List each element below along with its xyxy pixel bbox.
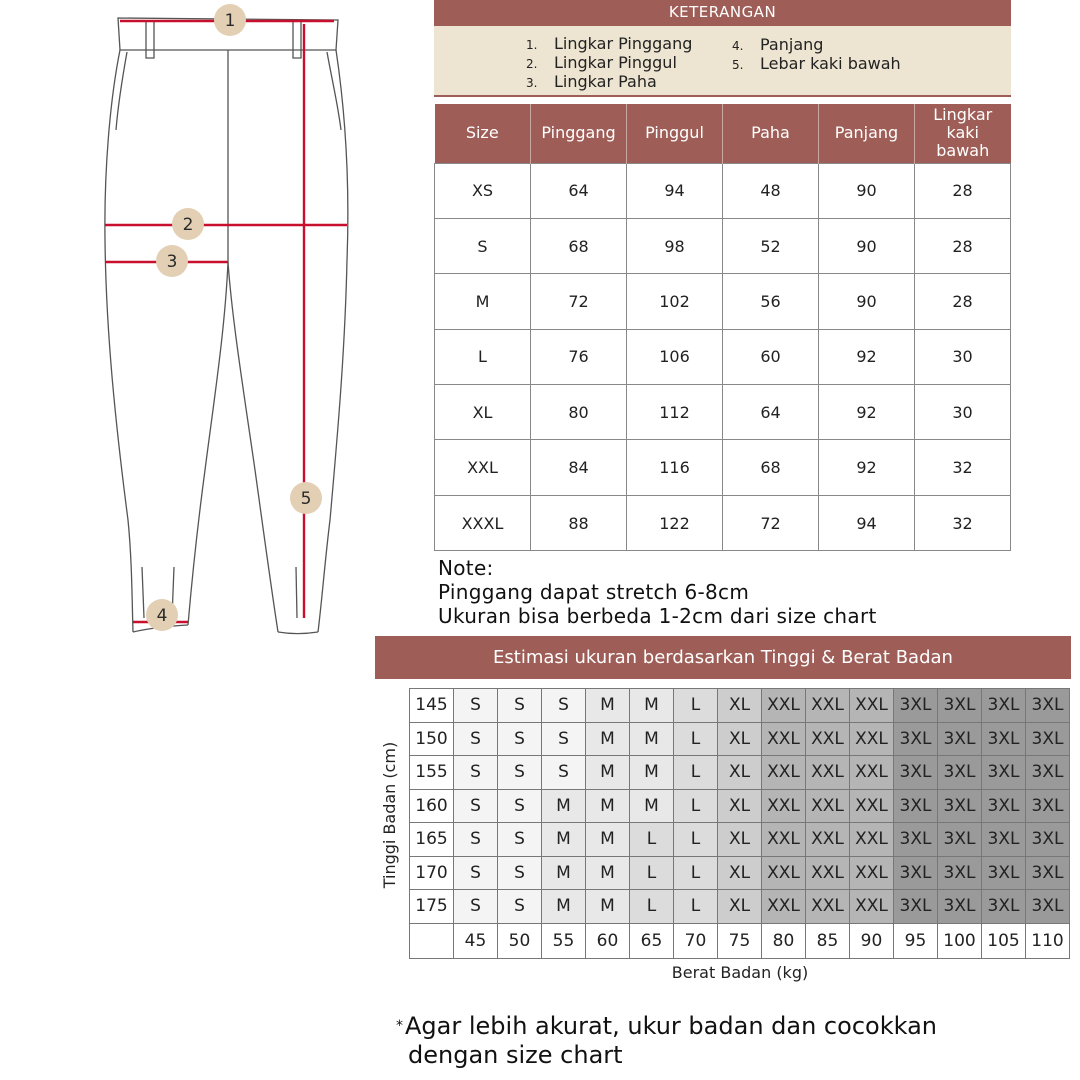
grid-row bbox=[410, 890, 1070, 924]
legend-item: 5. Lebar kaki bawah bbox=[732, 54, 901, 73]
size-cell: XXL bbox=[435, 440, 531, 495]
grid-cell: XL bbox=[718, 823, 762, 857]
grid-cell: M bbox=[586, 823, 630, 857]
legend-item: 4. Panjang bbox=[732, 35, 824, 54]
measure-cell: 68 bbox=[723, 440, 819, 495]
measure-cell: 76 bbox=[531, 329, 627, 384]
height-label: 165 bbox=[410, 823, 454, 857]
grid-row bbox=[410, 789, 1070, 823]
grid-cell: 3XL bbox=[982, 756, 1026, 790]
table-row bbox=[435, 163, 1011, 218]
grid-cell: XXL bbox=[762, 823, 806, 857]
grid-cell: M bbox=[630, 689, 674, 723]
measure-cell: 64 bbox=[531, 163, 627, 218]
note-title: Note: bbox=[438, 556, 494, 580]
note-line: Ukuran bisa berbeda 1-2cm dari size chart bbox=[438, 604, 877, 628]
measure-cell: 98 bbox=[627, 218, 723, 273]
grid-cell: XXL bbox=[806, 789, 850, 823]
grid-cell: S bbox=[542, 689, 586, 723]
estimate-grid bbox=[409, 688, 1070, 959]
measure-cell: 48 bbox=[723, 163, 819, 218]
grid-row bbox=[410, 756, 1070, 790]
col-header-pinggul: Pinggul bbox=[627, 104, 723, 163]
grid-cell: S bbox=[454, 823, 498, 857]
grid-cell: 3XL bbox=[894, 689, 938, 723]
col-header-size: Size bbox=[435, 104, 531, 163]
grid-cell: S bbox=[498, 756, 542, 790]
svg-text:4: 4 bbox=[156, 606, 168, 626]
table-row bbox=[435, 440, 1011, 495]
grid-row bbox=[410, 722, 1070, 756]
measure-cell: 28 bbox=[915, 274, 1011, 329]
marker-3 bbox=[156, 245, 188, 277]
measure-cell: 112 bbox=[627, 385, 723, 440]
size-cell: XS bbox=[435, 163, 531, 218]
measure-cell: 92 bbox=[819, 440, 915, 495]
measure-cell: 84 bbox=[531, 440, 627, 495]
grid-cell: S bbox=[498, 890, 542, 924]
grid-cell: M bbox=[630, 789, 674, 823]
grid-cell: M bbox=[586, 890, 630, 924]
grid-cell: L bbox=[630, 823, 674, 857]
height-label: 150 bbox=[410, 722, 454, 756]
grid-cell: 3XL bbox=[894, 722, 938, 756]
size-table bbox=[434, 104, 1011, 551]
grid-cell: L bbox=[674, 689, 718, 723]
table-row bbox=[435, 495, 1011, 550]
weight-label: 110 bbox=[1026, 923, 1070, 958]
grid-cell: S bbox=[454, 789, 498, 823]
grid-cell: S bbox=[542, 722, 586, 756]
measure-cell: 102 bbox=[627, 274, 723, 329]
marker-5 bbox=[290, 482, 322, 514]
note bbox=[438, 556, 877, 628]
col-header-lingkar-kaki-bawah: Lingkar kaki bawah bbox=[915, 104, 1011, 163]
marker-4 bbox=[146, 599, 178, 631]
height-label: 155 bbox=[410, 756, 454, 790]
measure-cell: 52 bbox=[723, 218, 819, 273]
measure-cell: 28 bbox=[915, 163, 1011, 218]
height-label: 170 bbox=[410, 856, 454, 890]
grid-cell: XXL bbox=[850, 890, 894, 924]
note-line: Pinggang dapat stretch 6-8cm bbox=[438, 580, 750, 604]
weight-label: 100 bbox=[938, 923, 982, 958]
grid-cell: XXL bbox=[850, 823, 894, 857]
measure-cell: 94 bbox=[819, 495, 915, 550]
footnote-star: * bbox=[396, 1018, 403, 1034]
grid-cell: 3XL bbox=[938, 689, 982, 723]
legend-title: KETERANGAN bbox=[434, 0, 1011, 26]
weight-row bbox=[410, 923, 1070, 958]
measure-cell: 60 bbox=[723, 329, 819, 384]
measure-cell: 90 bbox=[819, 218, 915, 273]
grid-cell: 3XL bbox=[938, 856, 982, 890]
weight-label: 55 bbox=[542, 923, 586, 958]
grid-cell: XL bbox=[718, 789, 762, 823]
measure-cell: 32 bbox=[915, 495, 1011, 550]
measure-cell: 90 bbox=[819, 274, 915, 329]
weight-label: 75 bbox=[718, 923, 762, 958]
measure-cell: 30 bbox=[915, 385, 1011, 440]
legend-item: 1. Lingkar Pinggang bbox=[526, 34, 693, 53]
weight-label: 50 bbox=[498, 923, 542, 958]
grid-cell: XXL bbox=[806, 823, 850, 857]
footnote bbox=[396, 1012, 937, 1070]
grid-cell: XL bbox=[718, 890, 762, 924]
measure-cell: 32 bbox=[915, 440, 1011, 495]
measure-cell: 28 bbox=[915, 218, 1011, 273]
height-label: 145 bbox=[410, 689, 454, 723]
grid-cell: 3XL bbox=[1026, 756, 1070, 790]
grid-cell: S bbox=[454, 856, 498, 890]
grid-cell: XXL bbox=[806, 722, 850, 756]
grid-cell: XL bbox=[718, 856, 762, 890]
grid-cell: 3XL bbox=[982, 789, 1026, 823]
grid-row bbox=[410, 689, 1070, 723]
grid-cell: 3XL bbox=[938, 722, 982, 756]
grid-cell: L bbox=[630, 856, 674, 890]
grid-cell: 3XL bbox=[894, 756, 938, 790]
measure-cell: 88 bbox=[531, 495, 627, 550]
pants-diagram bbox=[0, 0, 375, 640]
grid-cell: M bbox=[542, 890, 586, 924]
grid-cell: 3XL bbox=[938, 823, 982, 857]
grid-cell: S bbox=[454, 890, 498, 924]
table-row bbox=[435, 218, 1011, 273]
grid-cell: M bbox=[630, 722, 674, 756]
grid-cell: M bbox=[542, 789, 586, 823]
grid-cell: 3XL bbox=[1026, 689, 1070, 723]
grid-cell: L bbox=[674, 789, 718, 823]
grid-cell: XXL bbox=[806, 856, 850, 890]
grid-cell: XXL bbox=[806, 689, 850, 723]
grid-cell: 3XL bbox=[982, 722, 1026, 756]
grid-cell: XXL bbox=[806, 756, 850, 790]
marker-2 bbox=[172, 208, 204, 240]
grid-cell: S bbox=[454, 722, 498, 756]
table-row bbox=[435, 274, 1011, 329]
grid-cell: S bbox=[542, 756, 586, 790]
grid-cell: S bbox=[498, 823, 542, 857]
grid-cell: L bbox=[674, 756, 718, 790]
measure-cell: 64 bbox=[723, 385, 819, 440]
grid-cell: L bbox=[674, 890, 718, 924]
grid-cell: M bbox=[586, 689, 630, 723]
grid-cell: 3XL bbox=[982, 823, 1026, 857]
grid-cell: 3XL bbox=[938, 890, 982, 924]
grid-cell: 3XL bbox=[1026, 823, 1070, 857]
grid-cell: 3XL bbox=[982, 856, 1026, 890]
footnote-line: Agar lebih akurat, ukur badan dan cocokkan bbox=[405, 1012, 937, 1040]
grid-cell: XL bbox=[718, 689, 762, 723]
grid-cell: XXL bbox=[762, 756, 806, 790]
measure-cell: 106 bbox=[627, 329, 723, 384]
grid-cell: M bbox=[630, 756, 674, 790]
grid-cell: 3XL bbox=[894, 823, 938, 857]
grid-cell: XXL bbox=[806, 890, 850, 924]
grid-cell: XXL bbox=[850, 856, 894, 890]
measure-cell: 30 bbox=[915, 329, 1011, 384]
grid-cell: XL bbox=[718, 722, 762, 756]
grid-cell: XXL bbox=[762, 722, 806, 756]
measure-lines bbox=[105, 21, 347, 622]
grid-cell: L bbox=[674, 823, 718, 857]
grid-cell: S bbox=[498, 722, 542, 756]
grid-cell: XXL bbox=[762, 890, 806, 924]
grid-cell: S bbox=[454, 689, 498, 723]
pants-outline bbox=[105, 18, 348, 634]
measure-cell: 72 bbox=[723, 495, 819, 550]
grid-cell: 3XL bbox=[894, 890, 938, 924]
measure-cell: 94 bbox=[627, 163, 723, 218]
measure-cell: 68 bbox=[531, 218, 627, 273]
svg-text:2: 2 bbox=[182, 215, 194, 235]
weight-label: 65 bbox=[630, 923, 674, 958]
col-header-pinggang: Pinggang bbox=[531, 104, 627, 163]
grid-cell: M bbox=[586, 856, 630, 890]
legend-box bbox=[434, 26, 1011, 97]
weight-label: 105 bbox=[982, 923, 1026, 958]
grid-cell: XXL bbox=[850, 689, 894, 723]
col-header-panjang: Panjang bbox=[819, 104, 915, 163]
grid-cell: 3XL bbox=[1026, 722, 1070, 756]
measure-cell: 72 bbox=[531, 274, 627, 329]
weight-label: 90 bbox=[850, 923, 894, 958]
grid-cell: L bbox=[674, 856, 718, 890]
grid-cell: XXL bbox=[850, 789, 894, 823]
corner-cell bbox=[410, 923, 454, 958]
measure-cell: 122 bbox=[627, 495, 723, 550]
estimate-title: Estimasi ukuran berdasarkan Tinggi & Berat Badan bbox=[375, 636, 1071, 679]
table-row bbox=[435, 385, 1011, 440]
grid-cell: 3XL bbox=[982, 689, 1026, 723]
grid-row bbox=[410, 856, 1070, 890]
col-header-paha: Paha bbox=[723, 104, 819, 163]
grid-cell: L bbox=[674, 722, 718, 756]
size-cell: M bbox=[435, 274, 531, 329]
grid-cell: XL bbox=[718, 756, 762, 790]
measure-cell: 116 bbox=[627, 440, 723, 495]
grid-cell: 3XL bbox=[1026, 789, 1070, 823]
svg-text:1: 1 bbox=[224, 11, 236, 31]
grid-cell: 3XL bbox=[938, 789, 982, 823]
size-table-header-row bbox=[435, 104, 1011, 163]
grid-cell: XXL bbox=[762, 789, 806, 823]
grid-cell: S bbox=[498, 689, 542, 723]
grid-cell: 3XL bbox=[894, 856, 938, 890]
weight-label: 80 bbox=[762, 923, 806, 958]
grid-cell: 3XL bbox=[982, 890, 1026, 924]
measure-cell: 80 bbox=[531, 385, 627, 440]
legend-item: 3. Lingkar Paha bbox=[526, 72, 657, 91]
weight-label: 95 bbox=[894, 923, 938, 958]
grid-cell: XXL bbox=[762, 689, 806, 723]
size-cell: L bbox=[435, 329, 531, 384]
size-cell: XL bbox=[435, 385, 531, 440]
marker-1 bbox=[214, 4, 246, 36]
grid-cell: M bbox=[542, 856, 586, 890]
grid-cell: S bbox=[498, 856, 542, 890]
grid-cell: XXL bbox=[850, 722, 894, 756]
height-label: 175 bbox=[410, 890, 454, 924]
grid-row bbox=[410, 823, 1070, 857]
grid-cell: M bbox=[542, 823, 586, 857]
legend-item: 2. Lingkar Pinggul bbox=[526, 53, 677, 72]
grid-cell: M bbox=[586, 756, 630, 790]
size-cell: S bbox=[435, 218, 531, 273]
grid-cell: 3XL bbox=[938, 756, 982, 790]
measure-cell: 92 bbox=[819, 385, 915, 440]
weight-label: 85 bbox=[806, 923, 850, 958]
grid-cell: 3XL bbox=[1026, 890, 1070, 924]
grid-cell: S bbox=[454, 756, 498, 790]
weight-label: 60 bbox=[586, 923, 630, 958]
footnote-line: dengan size chart bbox=[408, 1041, 623, 1069]
x-axis-label: Berat Badan (kg) bbox=[671, 963, 809, 982]
weight-label: 70 bbox=[674, 923, 718, 958]
measure-cell: 90 bbox=[819, 163, 915, 218]
grid-cell: S bbox=[498, 789, 542, 823]
grid-cell: XXL bbox=[850, 756, 894, 790]
weight-label: 45 bbox=[454, 923, 498, 958]
grid-cell: L bbox=[630, 890, 674, 924]
grid-cell: 3XL bbox=[1026, 856, 1070, 890]
measure-cell: 56 bbox=[723, 274, 819, 329]
table-row bbox=[435, 329, 1011, 384]
grid-cell: 3XL bbox=[894, 789, 938, 823]
measure-cell: 92 bbox=[819, 329, 915, 384]
grid-cell: M bbox=[586, 722, 630, 756]
svg-text:3: 3 bbox=[166, 252, 178, 272]
svg-text:5: 5 bbox=[300, 489, 312, 509]
grid-cell: M bbox=[586, 789, 630, 823]
size-cell: XXXL bbox=[435, 495, 531, 550]
height-label: 160 bbox=[410, 789, 454, 823]
grid-cell: XXL bbox=[762, 856, 806, 890]
